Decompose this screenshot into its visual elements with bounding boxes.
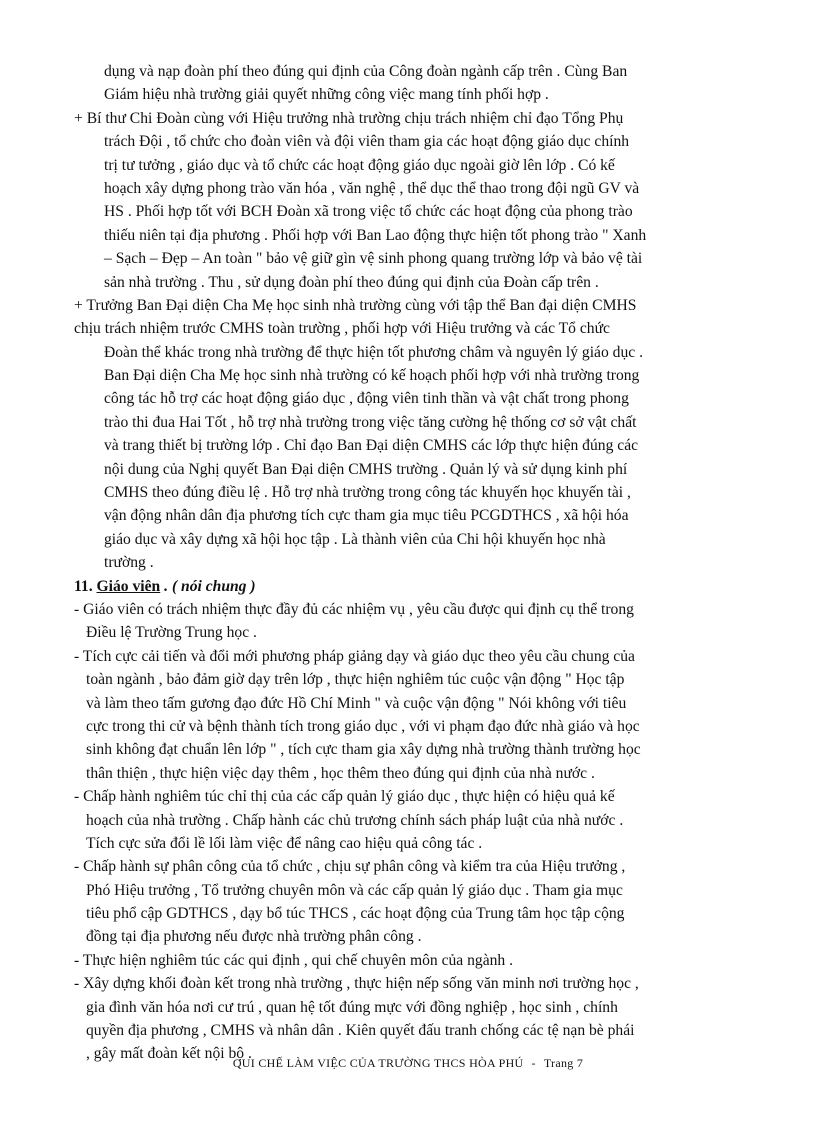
text-line: Điều lệ Trường Trung học . xyxy=(86,624,257,642)
text-line: hoạch của nhà trường . Chấp hành các chủ trương chính sách pháp luật của nhà nước . xyxy=(86,811,624,829)
text-line: tiêu phổ cập GDTHCS , dạy bổ túc THCS , các hoạt động của Trung tâm học tập cộng xyxy=(86,905,625,923)
section-number: 11. xyxy=(74,577,93,595)
text-line: Tích cực sửa đổi lề lối làm việc để nâng cao hiệu quả công tác . xyxy=(86,834,483,852)
text-line: , gây mất đoàn kết nội bộ . xyxy=(86,1045,252,1063)
document-body xyxy=(74,60,764,1066)
text-line: công tác hỗ trợ các hoạt động giáo dục , động viên tinh thần và vật chất trong phong xyxy=(104,390,629,408)
section-subtitle: . ( nói chung ) xyxy=(164,577,256,595)
page-footer xyxy=(0,1056,816,1071)
text-line: toàn ngành , bảo đảm giờ dạy trên lớp , thực hiện nghiêm túc cuộc vận động " Học tập xyxy=(86,671,625,689)
text-line: + Bí thư Chi Đoàn cùng với Hiệu trưởng nhà trường chịu trách nhiệm chỉ đạo Tổng Phụ xyxy=(74,109,624,127)
text-line: dụng và nạp đoàn phí theo đúng qui định của Công đoàn ngành cấp trên . Cùng Ban xyxy=(104,63,628,80)
footer-title: QUI CHẾ LÀM VIỆC CỦA TRƯỜNG THCS HÒA PHÚ xyxy=(232,1056,524,1070)
text-line: - Xây dựng khối đoàn kết trong nhà trường , thực hiện nếp sống văn minh nơi trường học , xyxy=(74,975,639,993)
text-line: giáo dục và xây dựng xã hội học tập . Là thành viên của Chi hội khuyến học nhà xyxy=(104,530,606,548)
text-line: sản nhà trường . Thu , sử dụng đoàn phí theo đúng qui định của Đoàn cấp trên . xyxy=(104,273,599,291)
text-line: trách Đội , tổ chức cho đoàn viên và đội viên tham gia các hoạt động giáo dục chính xyxy=(104,133,630,151)
text-line: và làm theo tấm gương đạo đức Hồ Chí Minh " và cuộc vận động " Nói không với tiêu xyxy=(86,694,627,712)
text-line: thiếu niên tại địa phương . Phối hợp với Ban Lao động thực hiện tốt phong trào " Xanh xyxy=(104,226,647,244)
text-line: gia đình văn hóa nơi cư trú , quan hệ tốt đúng mực với đồng nghiệp , học sinh , chính xyxy=(86,998,618,1016)
page-number: Trang 7 xyxy=(543,1056,584,1070)
text-line: Giám hiệu nhà trường giải quyết những công việc mang tính phối hợp . xyxy=(104,86,549,104)
text-line: vận động nhân dân địa phương tích cực tham gia mục tiêu PCGDTHCS , xã hội hóa xyxy=(104,507,629,525)
text-line: - Tích cực cải tiến và đổi mới phương pháp giảng dạy và giáo dục theo yêu cầu chung của xyxy=(74,647,635,665)
text-line: nội dung của Nghị quyết Ban Đại diện CMHS trường . Quản lý và sử dụng kinh phí xyxy=(104,460,628,478)
text-line: và trang thiết bị trường lớp . Chỉ đạo Ban Đại diện CMHS các lớp thực hiện đúng các xyxy=(104,437,639,455)
text-line: Ban Đại diện Cha Mẹ học sinh nhà trường có kế hoạch phối hợp với nhà trường trong xyxy=(104,367,640,385)
text-line: - Chấp hành sự phân công của tổ chức , chịu sự phân công và kiểm tra của Hiệu trưởng , xyxy=(74,858,626,876)
text-line: Đoàn thể khác trong nhà trường để thực hiện tốt phương châm và nguyên lý giáo dục . xyxy=(104,343,643,361)
section-title: Giáo viên xyxy=(96,577,161,595)
text-line: - Chấp hành nghiêm túc chỉ thị của các cấp quản lý giáo dục , thực hiện có hiệu quả kế xyxy=(74,788,615,806)
text-line: + Trưởng Ban Đại diện Cha Mẹ học sinh nhà trường cùng với tập thể Ban đại diện CMHS xyxy=(74,296,637,314)
text-line: quyền địa phương , CMHS và nhân dân . Kiên quyết đấu tranh chống các tệ nạn bè phái xyxy=(86,1022,635,1040)
text-line: - Giáo viên có trách nhiệm thực đầy đủ các nhiệm vụ , yêu cầu được qui định cụ thể trong xyxy=(74,600,634,618)
footer-separator: - xyxy=(531,1056,536,1070)
section-heading xyxy=(74,575,764,598)
text-line: Phó Hiệu trưởng , Tổ trưởng chuyên môn và các cấp quản lý giáo dục . Tham gia mục xyxy=(86,881,623,899)
text-line: hoạch xây dựng phong trào văn hóa , văn nghệ , thể dục thể thao trong đội ngũ GV và xyxy=(104,179,640,197)
text-line: chịu trách nhiệm trước CMHS toàn trường , phối hợp với Hiệu trưởng và các Tổ chức xyxy=(74,320,610,338)
text-line: trường . xyxy=(104,554,154,572)
text-line: – Sạch – Đẹp – An toàn " bảo vệ giữ gìn vệ sinh phong quang trường lớp và bảo vệ tài xyxy=(104,250,643,268)
text-line: - Thực hiện nghiêm túc các qui định , qui chế chuyên môn của ngành . xyxy=(74,951,514,969)
text-line: thân thiện , thực hiện việc dạy thêm , học thêm theo đúng qui định của nhà nước . xyxy=(86,764,595,782)
text-line: HS . Phối hợp tốt với BCH Đoàn xã trong việc tổ chức các hoạt động của phong trào xyxy=(104,203,633,221)
text-line: CMHS theo đúng điều lệ . Hỗ trợ nhà trường trong công tác khuyến học khuyến tài , xyxy=(104,484,631,502)
text-line: cực trong thi cử và bệnh thành tích trong giáo dục , với vi phạm đạo đức nhà giáo và học xyxy=(86,717,640,735)
text-line: trị tư tưởng , giáo dục và tổ chức các hoạt động giáo dục ngoài giờ lên lớp . Có kế xyxy=(104,156,615,174)
text-line: đồng tại địa phương nếu được nhà trường phân công . xyxy=(86,928,422,946)
text-line: sinh không đạt chuẩn lên lớp " , tích cực tham gia xây dựng nhà trường thành trường học xyxy=(86,741,641,759)
text-line: trào thi đua Hai Tốt , hỗ trợ nhà trường trong việc tăng cường hệ thống cơ sở vật chất xyxy=(104,413,637,431)
